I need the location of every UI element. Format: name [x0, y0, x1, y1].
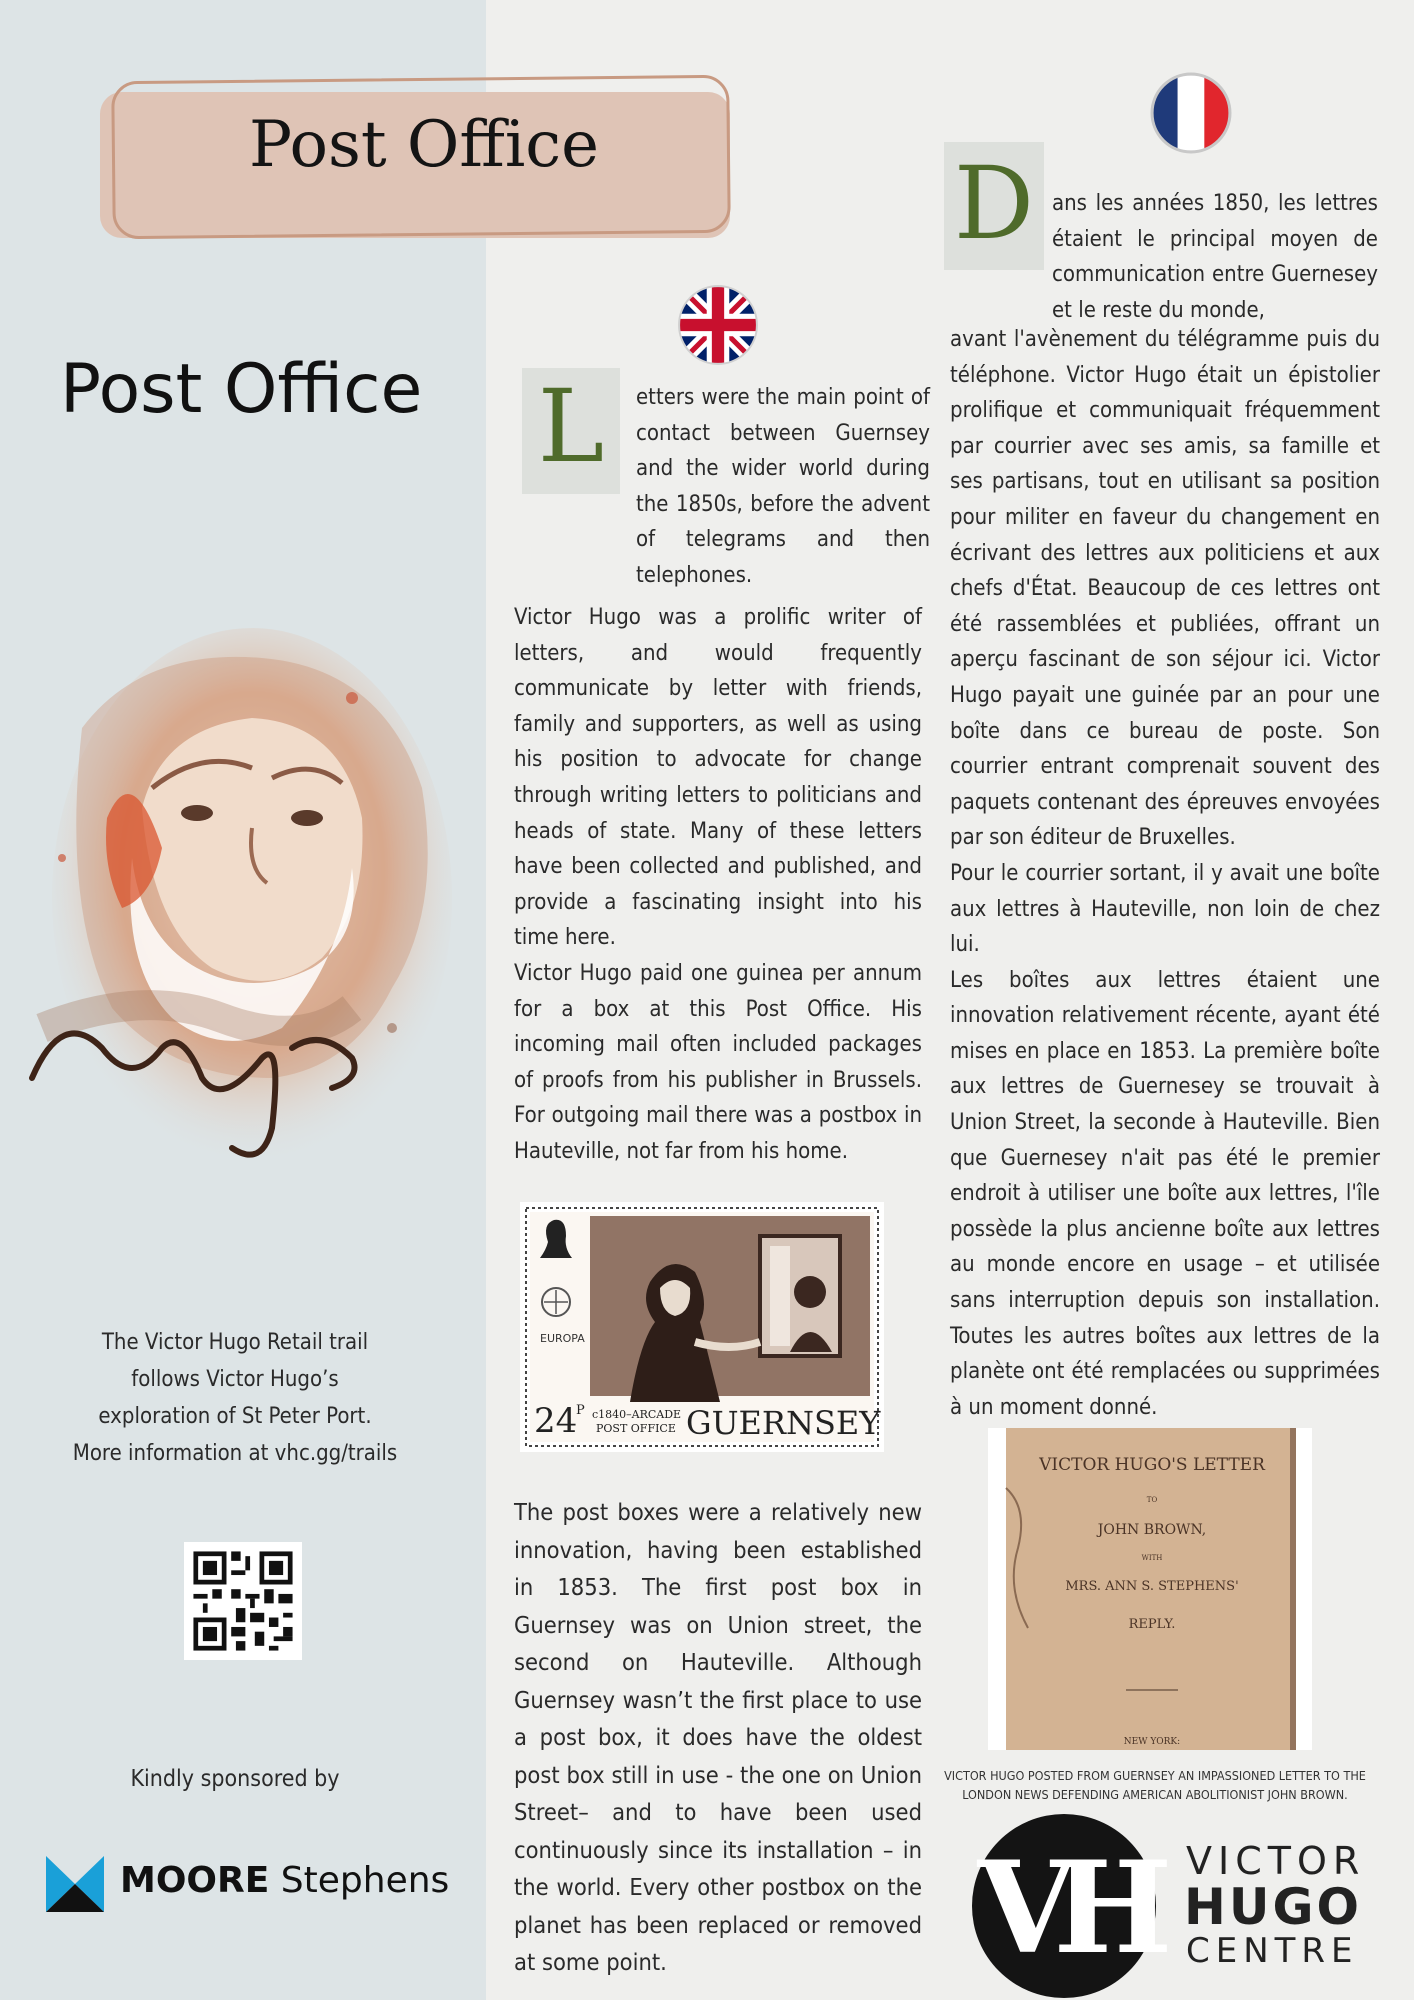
trail-info [40, 1324, 430, 1472]
french-paragraph: avant l'avènement du télégramme puis du téléphone. Victor Hugo était un épistolier prolifique et communiquait fréquemment par courrier avec ses amis, sa famille et ses partisans, tout en utilisant sa position pour militer en faveur du changement en écrivant des lettres aux politiciens et aux chefs d'État. Beaucoup de ces lettres ont été rassemblées et publiées, offrant un aperçu fascinant de son séjour ici. Victor Hugo payait une guinée par an pour une boîte dans ce bureau de poste. Son courrier entrant comprenait souvent des paquets contenant des épreuves envoyées par son éditeur de Bruxelles. [950, 327, 1380, 851]
uk-flag-icon [677, 284, 759, 366]
logo-line-hugo: HUGO [1184, 1878, 1362, 1936]
french-intro: ans les années 1850, les lettres étaient le principal moyen de communication entre Guernesey et le reste du monde, [1052, 191, 1378, 323]
english-postbox-paragraph: The post boxes were a relatively new innovation, having been established in 1853. The first post box in Guernsey was on Union street, the second on Hauteville. Although Guernsey wasn’t the first place to use a post box, it does have the oldest post box still in use - the one on Union Street– and to have been used continuously since its installation – in the world. Every other postbox on the planet has been replaced or removed at some point. [514, 1498, 922, 1976]
french-paragraph: Les boîtes aux lettres étaient une innovation relativement récente, ayant été mises en place en 1853. La première boîte aux lettres de Guernesey se trouvait à Union Street, la seconde à Hauteville. Bien que Guernesey n'ait pas été le premier endroit à utiliser une boîte aux lettres, l'île possède la plus ancienne boîte aux lettres au monde encore en usage – et utilisée sans interruption depuis son installation. Toutes les autres boîtes aux lettres de la planète ont été remplacées ou supprimées à un moment donné. [950, 967, 1380, 1420]
logo-line-victor: VICTOR [1186, 1839, 1366, 1883]
english-body [514, 600, 922, 1170]
stamp-value: 24 [534, 1401, 578, 1441]
letter-line: REPLY. [1128, 1617, 1176, 1632]
eye-right [291, 810, 323, 826]
sponsor-name-bold: MOORE [120, 1860, 270, 1901]
sponsor-logo [46, 1856, 466, 1916]
letter-caption: VICTOR HUGO POSTED FROM GUERNSEY AN IMPASSIONED LETTER TO THE LONDON NEWS DEFENDING AMERICAN ABOLITIONIST JOHN BROWN. [944, 1768, 1366, 1802]
letter-line: WITH [1141, 1554, 1163, 1562]
letter-title: VICTOR HUGO'S LETTER [1039, 1455, 1265, 1475]
french-body [950, 322, 1380, 1425]
france-flag-icon [1150, 72, 1232, 154]
trail-line: follows Victor Hugo’s [131, 1367, 339, 1392]
sponsor-name [120, 1860, 449, 1901]
victor-hugo-portrait [22, 608, 462, 1248]
stamp-value-unit: P [576, 1403, 585, 1418]
dropcap-french: D [944, 142, 1044, 270]
logo-line-centre: CENTRE [1186, 1931, 1359, 1971]
title-banner [94, 78, 742, 244]
moore-stephens-icon [46, 1856, 104, 1912]
letter-line: NEW YORK: [1123, 1737, 1181, 1747]
sponsor-label: Kindly sponsored by [130, 1766, 340, 1792]
stamp-subtitle: POST OFFICE [596, 1422, 676, 1435]
letter-line: TO [1146, 1496, 1158, 1504]
victor-hugo-centre-logo [972, 1812, 1382, 2000]
english-paragraph: Victor Hugo paid one guinea per annum for a box at this Post Office. His incoming mail often included packages of proofs from his publisher in Brussels. For outgoing mail there was a postbox in Hauteville, not far from his home. [514, 960, 922, 1164]
stamp-country: GUERNSEY [686, 1404, 881, 1442]
eye-left [181, 805, 213, 821]
dropcap-english: L [522, 368, 620, 494]
qr-code[interactable] [184, 1542, 302, 1660]
left-heading: Post Office [60, 350, 423, 429]
sponsor-name-rest: Stephens [269, 1860, 450, 1901]
guernsey-stamp [520, 1202, 884, 1452]
french-paragraph: Pour le courrier sortant, il y avait une boîte aux lettres à Hauteville, non loin de chez lui. [950, 860, 1380, 958]
trail-link-line[interactable]: More information at vhc.gg/trails [72, 1441, 398, 1466]
trail-line: exploration of St Peter Port. [98, 1404, 372, 1429]
stamp-europa-label: EUROPA [540, 1332, 585, 1345]
letter-pamphlet-image [988, 1428, 1312, 1750]
letter-line: JOHN BROWN, [1097, 1522, 1207, 1538]
english-paragraph: Victor Hugo was a prolific writer of letters, and would frequently communicate by letter with friends, family and supporters, as well as using his position to advocate for change through writing letters to politicians and heads of state. Many of these letters have been collected and published, and provide a fascinating insight into his time here. [514, 605, 922, 951]
letter-line: MRS. ANN S. STEPHENS' [1065, 1579, 1239, 1594]
english-intro: etters were the main point of contact between Guernsey and the wider world during the 1850s, before the advent of telegrams and then telephones. [636, 385, 930, 588]
stamp-subtitle: c1840–ARCADE [592, 1408, 682, 1421]
logo-monogram: VH [977, 1834, 1151, 1982]
page-title: Post Office [248, 108, 600, 182]
trail-line: The Victor Hugo Retail trail [101, 1330, 369, 1355]
